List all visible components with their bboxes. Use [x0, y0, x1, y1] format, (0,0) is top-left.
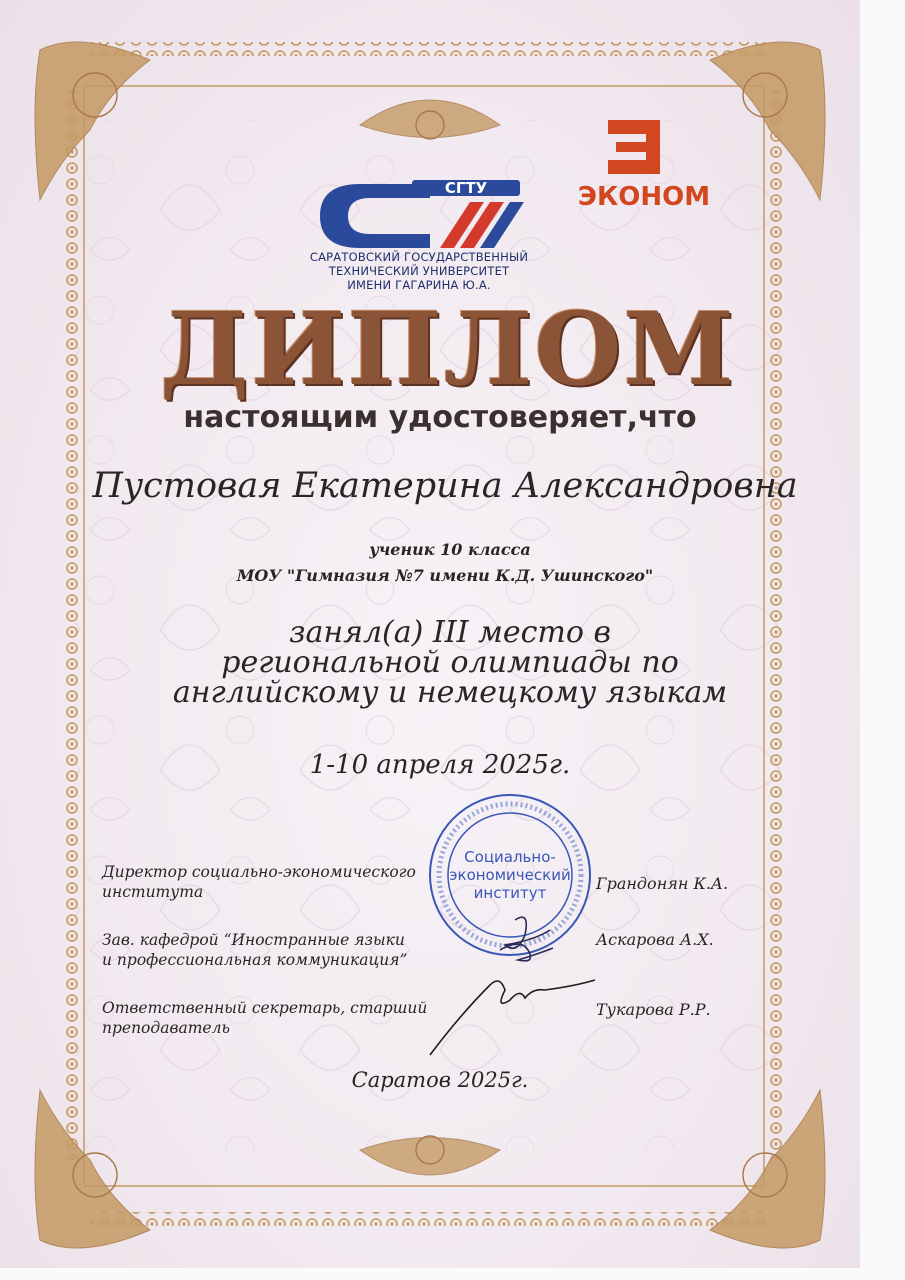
- signatory-title-head: [102, 930, 407, 970]
- ekonom-logo-icon: [600, 112, 670, 182]
- diploma-title: ДИПЛОМ: [160, 290, 737, 408]
- signatory-title-line: Зав. кафедрой “Иностранные языки: [102, 931, 405, 949]
- stamp-line: институт: [473, 884, 547, 902]
- stamp-center-text: [435, 848, 585, 902]
- handwritten-signatures: [420, 900, 620, 1070]
- signatory-title-secretary: [102, 998, 427, 1038]
- ekonom-logo-text: ЭКОНОМ: [577, 182, 711, 212]
- signatory-title-line: Ответственный секретарь, старший: [102, 999, 428, 1017]
- logo-mark-text: СГТУ: [444, 179, 488, 197]
- signatory-title-line: Директор социально-экономического: [102, 863, 416, 881]
- achievement-line: английскому и немецкому языкам: [172, 675, 728, 710]
- signature-1: [505, 917, 550, 948]
- recipient-school: МОУ "Гимназия №7 имени К.Д. Ушинского": [236, 566, 654, 585]
- signatory-title-director: [102, 862, 416, 902]
- signature-3: [430, 980, 595, 1055]
- stamp-line: Социально-: [464, 848, 556, 866]
- university-name-line: САРАТОВСКИЙ ГОСУДАРСТВЕННЫЙ: [309, 250, 529, 264]
- logo-c-shape: [320, 184, 430, 248]
- signatory-title-line: института: [102, 883, 204, 901]
- certifies-text: настоящим удостоверяет,что: [183, 400, 697, 435]
- stamp-line: экономический: [449, 866, 571, 884]
- achievement-line: региональной олимпиады по: [221, 645, 679, 680]
- signatory-name-secretary: Тукарова Р.Р.: [596, 1000, 711, 1019]
- signatory-title-line: преподаватель: [102, 1019, 230, 1037]
- signatory-name-head: Аскарова А.Х.: [596, 930, 714, 949]
- city-year: Саратов 2025г.: [351, 1068, 529, 1092]
- signature-2: [500, 944, 553, 961]
- recipient-grade: ученик 10 класса: [369, 540, 531, 559]
- achievement-text: [90, 615, 810, 710]
- university-name: [300, 250, 538, 292]
- signatory-name-director: Грандонян К.А.: [596, 874, 729, 893]
- event-dates: 1-10 апреля 2025г.: [309, 750, 571, 780]
- recipient-name: Пустовая Екатерина Александровна: [92, 466, 798, 506]
- university-name-line: ТЕХНИЧЕСКИЙ УНИВЕРСИТЕТ: [328, 264, 510, 278]
- signatory-title-line: и профессиональная коммуникация”: [102, 951, 408, 969]
- achievement-line: занял(а) III место в: [289, 615, 611, 650]
- university-name-line: ИМЕНИ ГАГАРИНА Ю.А.: [347, 278, 491, 292]
